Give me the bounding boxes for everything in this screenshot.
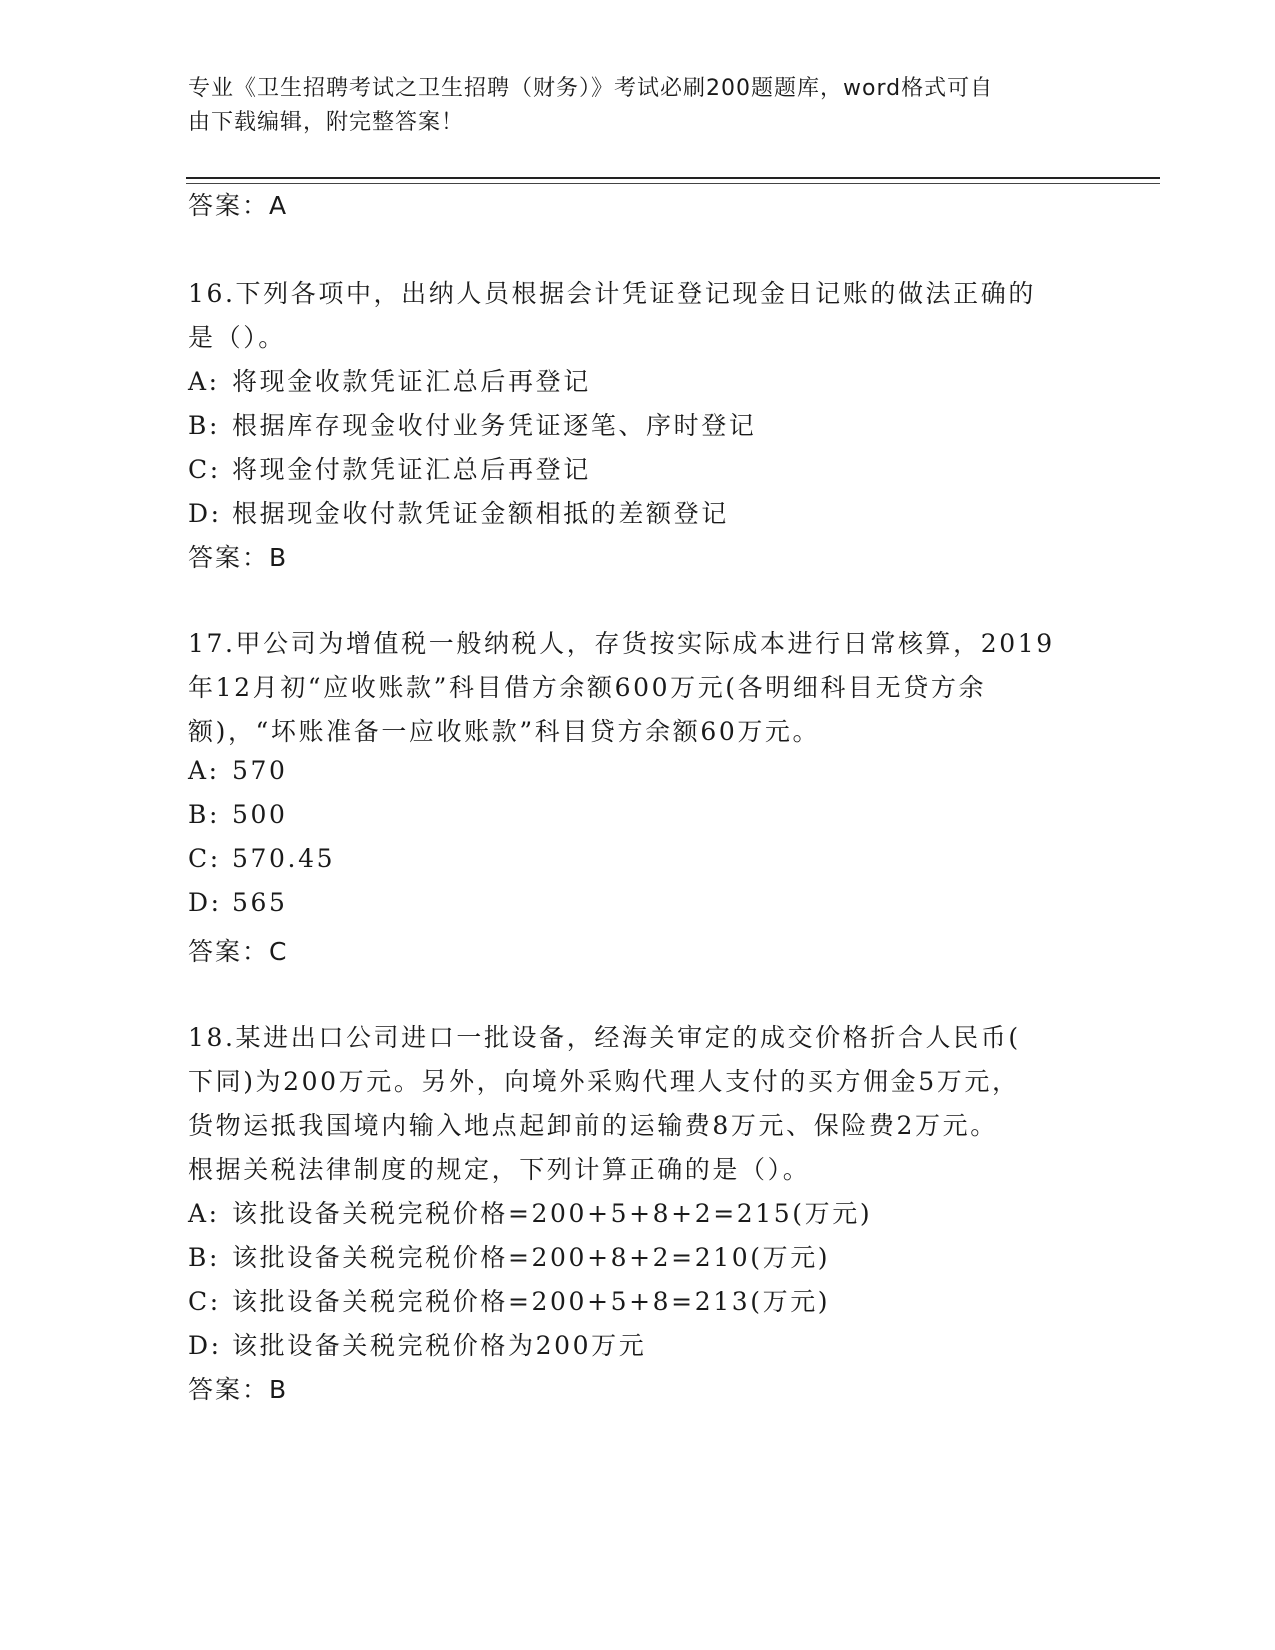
option-text: 565: [232, 888, 288, 917]
option-letter: C:: [188, 844, 221, 873]
option-letter: A:: [188, 756, 220, 785]
option-letter: A:: [188, 1199, 220, 1228]
option-text: 570: [232, 756, 288, 785]
option-letter: A:: [188, 367, 220, 396]
question-18-option-a: [188, 1194, 872, 1230]
answer-18: 答案：B: [188, 1375, 289, 1404]
option-text: 该批设备关税完税价格=200+5+8+2=215(万元): [232, 1199, 873, 1228]
question-17-option-c: [188, 844, 335, 873]
option-letter: B:: [188, 411, 220, 440]
option-text: 500: [232, 800, 288, 829]
option-text: 将现金收款凭证汇总后再登记: [232, 367, 591, 396]
answer-17: 答案：C: [188, 937, 289, 966]
question-16-option-d: [188, 494, 729, 530]
question-17-option-a: [188, 756, 288, 785]
option-letter: D:: [188, 1331, 222, 1360]
option-letter: D:: [188, 499, 222, 528]
option-letter: B:: [188, 1243, 220, 1272]
option-text: 该批设备关税完税价格=200+8+2=210(万元): [232, 1243, 831, 1272]
question-16-stem-line-2: 是（）。: [188, 323, 286, 352]
question-18-option-b: [188, 1238, 830, 1274]
option-text: 该批设备关税完税价格为200万元: [232, 1331, 647, 1360]
question-18-stem-line-1: 18.某进出口公司进口一批设备，经海关审定的成交价格折合人民币(: [188, 1023, 1021, 1052]
option-text: 570.45: [232, 844, 336, 873]
header-divider-thin: [186, 183, 1160, 184]
option-letter: C:: [188, 455, 221, 484]
answer-16: 答案：B: [188, 543, 289, 572]
question-17-stem-line-3: 额)，“坏账准备一应收账款”科目贷方余额60万元。: [188, 717, 821, 746]
question-17-stem-line-1: 17.甲公司为增值税一般纳税人，存货按实际成本进行日常核算，2019: [188, 629, 1055, 658]
option-text: 该批设备关税完税价格=200+5+8=213(万元): [232, 1287, 831, 1316]
question-18-stem-line-4: 根据关税法律制度的规定，下列计算正确的是（）。: [188, 1155, 811, 1184]
question-17-option-d: [188, 888, 288, 917]
header-line-1: 专业《卫生招聘考试之卫生招聘（财务）》考试必刷200题题库，word格式可自: [188, 76, 994, 101]
option-letter: B:: [188, 800, 220, 829]
option-text: 根据现金收付款凭证金额相抵的差额登记: [232, 499, 729, 528]
question-16-stem-line-1: 16.下列各项中，出纳人员根据会计凭证登记现金日记账的做法正确的: [188, 279, 1036, 308]
question-18-stem-line-2: 下同)为200万元。另外，向境外采购代理人支付的买方佣金5万元，: [188, 1067, 1020, 1096]
option-letter: C:: [188, 1287, 221, 1316]
document-header: [188, 72, 1068, 140]
option-text: 根据库存现金收付业务凭证逐笔、序时登记: [232, 411, 757, 440]
answer-15: 答案：A: [188, 191, 289, 220]
option-text: 将现金付款凭证汇总后再登记: [232, 455, 591, 484]
question-16-option-c: [188, 450, 591, 486]
question-18-option-c: [188, 1282, 830, 1318]
option-letter: D:: [188, 888, 222, 917]
header-divider-thick: [186, 177, 1160, 179]
question-16-option-b: [188, 406, 756, 442]
question-17-stem-line-2: 年12月初“应收账款”科目借方余额600万元(各明细科目无贷方余: [188, 673, 987, 702]
question-16-option-a: [188, 362, 591, 398]
question-18-stem-line-3: 货物运抵我国境内输入地点起卸前的运输费8万元、保险费2万元。: [188, 1111, 998, 1140]
question-17-option-b: [188, 800, 288, 829]
question-18-option-d: [188, 1326, 646, 1362]
header-line-2: 由下载编辑，附完整答案！: [188, 110, 465, 135]
